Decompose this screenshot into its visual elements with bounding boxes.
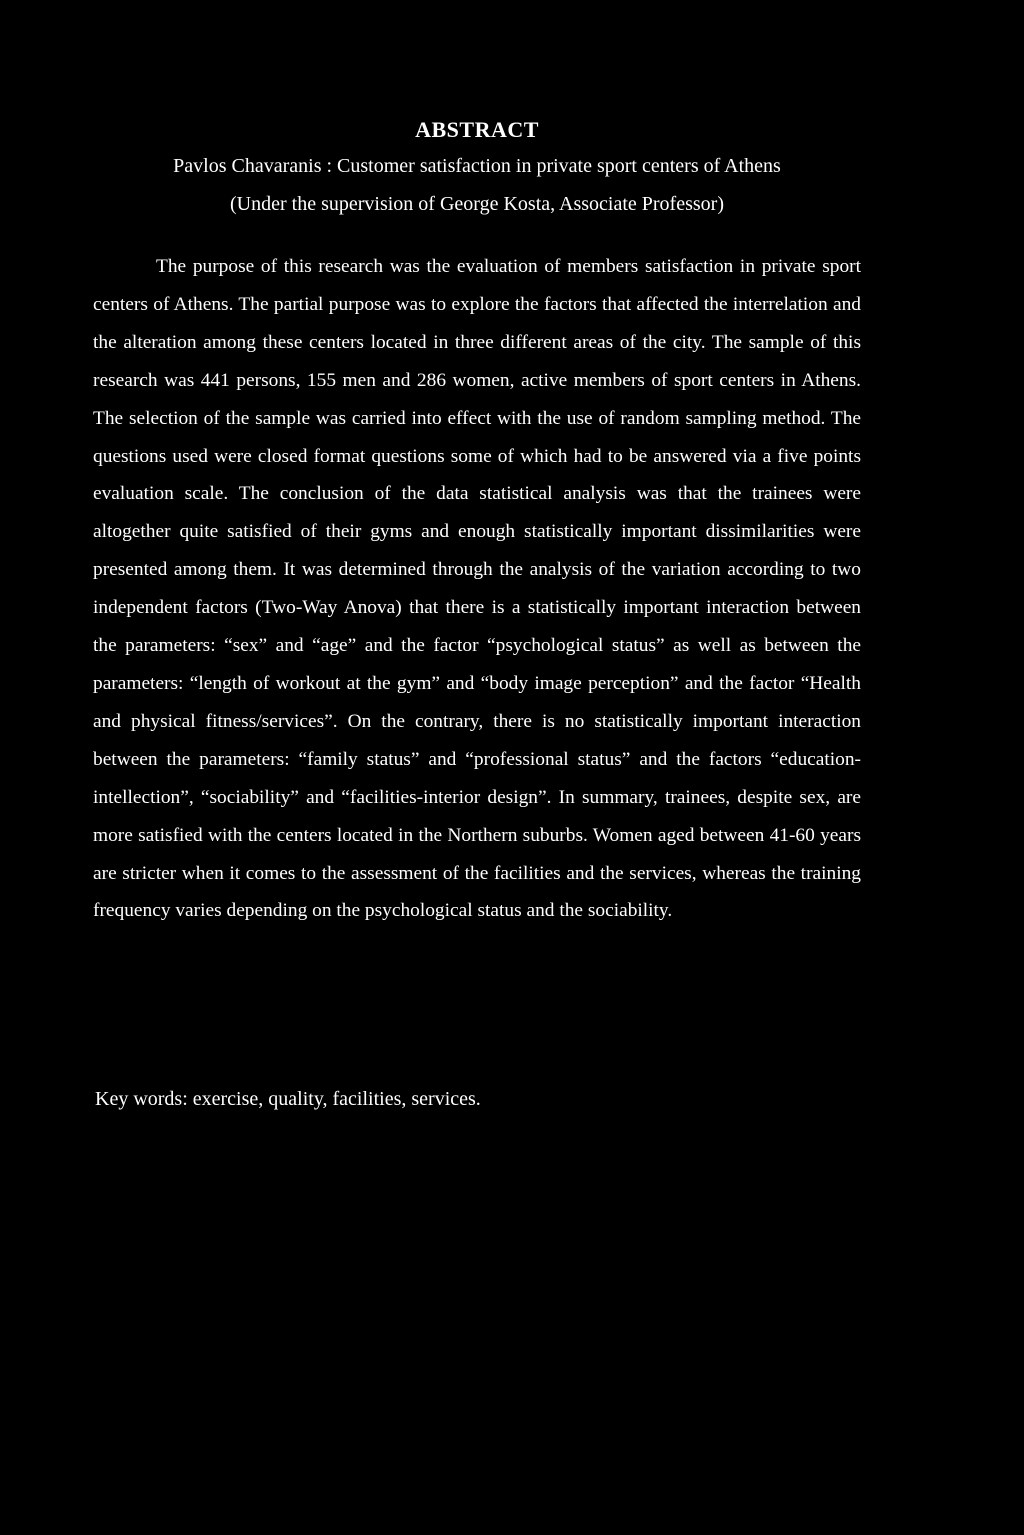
abstract-body: The purpose of this research was the evaluation of members satisfaction in private sport centers of Athens. The partial purpose was to explore the factors that affected the interrelation and the alteration among these centers located in three different areas of the city. The sample of this research was 441 persons, 155 men and 286 women, active members of sport centers in Athens. The selection of the sample was carried into effect with the use of random sampling method. The questions used were closed format questions some of which had to be answered via a five points evaluation scale. The conclusion of the data statistical analysis was that the trainees were altogether quite satisfied of their gyms and enough statistically important dissimilarities were presented among them. It was determined through the analysis of the variation according to two independent factors (Two-Way Anova) that there is a statistically important interaction between the parameters: “sex” and “age” and the factor “psychological status” as well as between the parameters: “length of workout at the gym” and “body image perception” and the factor “Health and physical fitness/services”. On the contrary, there is no statistically important interaction between the parameters: “family status” and “professional status” and the factors “education-intellection”, “sociability” and “facilities-interior design”. In summary, trainees, despite sex, are more satisfied with the centers located in the Northern suburbs. Women aged between 41-60 years are stricter when it comes to the assessment of the facilities and the services, whereas the training frequency varies depending on the psychological status and the sociability. bbox=[93, 256, 861, 922]
author-and-thesis-title: Pavlos Chavaranis : Customer satisfaction in private sport centers of Athens bbox=[173, 155, 781, 177]
abstract-title: ABSTRACT bbox=[415, 117, 539, 142]
keywords-line: Key words: exercise, quality, facilities, services. bbox=[95, 1088, 481, 1110]
supervision-note: (Under the supervision of George Kosta, Associate Professor) bbox=[230, 193, 724, 215]
